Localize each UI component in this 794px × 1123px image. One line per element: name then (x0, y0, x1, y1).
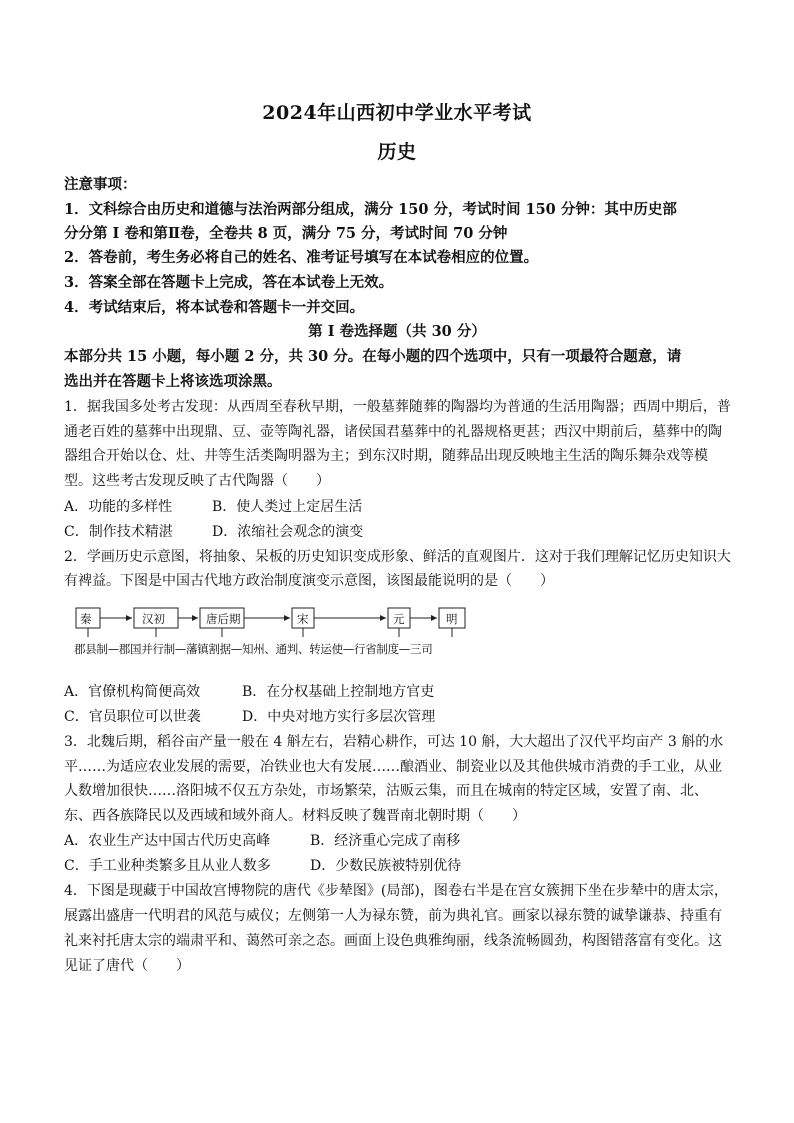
question-2-text: 2．学画历史示意图，将抽象、呆板的历史知识变成形象、鲜活的直观图片．这对于我们理解记忆历史知识大 (64, 549, 731, 565)
notice-item: 1．文科综合由历史和道德与法治两部分组成，满分 150 分，考试时间 150 分钟：其中历史部 (64, 201, 677, 218)
question-1-text: 通老百姓的墓葬中出现鼎、豆、壶等陶礼器，诸侯国君墓葬中的礼器规格更甚；西汉中期前后，墓葬中的陶 (64, 424, 722, 440)
q3-option-c: C．手工业种类繁多且从业人数多 (64, 858, 271, 874)
section-instructions: 选出并在答题卡上将该选项涂黑。 (64, 373, 282, 390)
arrow-head (431, 615, 437, 621)
q1-option-c: C．制作技术精湛 (64, 524, 173, 540)
q2-option-d: D．中央对地方实行多层次管理 (242, 709, 436, 725)
question-4-text: 见证了唐代（ ） (64, 958, 190, 974)
question-1-text: 型。这些考古发现反映了古代陶器（ ） (64, 473, 330, 489)
q1-option-a: A．功能的多样性 (64, 499, 173, 515)
q1-option-d: D．浓缩社会观念的演变 (212, 524, 364, 540)
question-3-text: 人数增加很快……洛阳城不仅五方杂处，市场繁荣，沽贩云集，而且在城南的特定区域，安置了南、北、 (64, 783, 708, 799)
question-1-text: 器组合开始以仓、灶、井等生活类陶明器为主；到东汉时期，随葬品出现反映地主生活的陶乐舞杂戏等模 (64, 448, 708, 464)
q3-option-d: D．少数民族被特别优待 (310, 858, 462, 874)
exam-title: 2024年山西初中学业水平考试 (262, 102, 532, 124)
q3-option-b: B．经济重心完成了南移 (310, 833, 461, 849)
stage-label: 宋 (297, 612, 309, 626)
stage-label: 元 (393, 612, 405, 626)
stage-label: 秦 (80, 612, 92, 626)
political-system-diagram (64, 601, 474, 661)
notice-item: 4．考试结束后，将本试卷和答题卡一并交回。 (64, 299, 365, 316)
q1-option-b: B．使人类过上定居生活 (212, 499, 363, 515)
question-4-text: 展露出盛唐一代明君的风范与威仪；左侧第一人为禄东赞，前为典礼官。画家以禄东赞的诚挚谦恭、持重有 (64, 908, 722, 924)
subject-title: 历史 (377, 141, 417, 163)
question-1-text: 1．据我国多处考古发现：从西周至春秋早期，一般墓葬随葬的陶器均为普通的生活用陶器；西周中期后，普 (64, 399, 731, 415)
question-3-text: 3．北魏后期，稻谷亩产量一般在 4 斛左右，岩精心耕作，可达 10 斛，大大超出了汉代平均亩产 3 斛的水 (64, 734, 724, 750)
arrow-head (126, 615, 132, 621)
section-instructions: 本部分共 15 小题，每小题 2 分，共 30 分。在每小题的四个选项中，只有一项最符合题意，请 (64, 348, 682, 365)
question-4-text: 4．下图是现藏于中国故宫博物院的唐代《步辇图》(局部)，图卷右半是在宫女簇拥下坐在步辇中的唐太宗， (64, 883, 728, 899)
q2-option-b: B．在分权基础上控制地方官吏 (242, 684, 435, 700)
notice-heading: 注意事项： (64, 176, 137, 193)
question-3-text: 平……为适应农业发展的需要，冶铁业也大有发展……酿酒业、制瓷业以及其他供城市消费的手工业，从业 (64, 759, 722, 775)
stage-label: 唐后期 (206, 612, 241, 626)
arrow-head (380, 615, 386, 621)
question-4-text: 礼来衬托唐太宗的端肃平和、蔼然可亲之态。画面上设色典雅绚丽，线条流畅圆劲，构图错落富有变化。这 (64, 933, 722, 949)
arrow-head (192, 615, 198, 621)
stage-label: 汉初 (142, 612, 165, 626)
stage-label: 明 (446, 612, 458, 626)
question-3-text: 东、西各族降民以及西域和域外商人。材料反映了魏晋南北朝时期（ ） (64, 808, 526, 824)
arrow-head (284, 615, 290, 621)
q2-option-c: C．官员职位可以世袭 (64, 709, 201, 725)
question-2-text: 有裨益。下图是中国古代地方政治制度演变示意图，该图最能说明的是（ ） (64, 573, 554, 589)
section-title: 第 I 卷选择题（共 30 分） (308, 323, 486, 340)
notice-item: 2．答卷前，考生务必将自己的姓名、准考证号填写在本试卷相应的位置。 (64, 249, 539, 266)
notice-item: 分分第 I 卷和第Ⅱ卷，全卷共 8 页，满分 75 分，考试时间 70 分钟 (64, 225, 508, 242)
notice-item: 3．答案全部在答题卡上完成，答在本试卷上无效。 (64, 274, 394, 291)
diagram-caption: 郡县制—郡国并行制—藩镇割据—知州、通判、转运使—行省制度—三司 (74, 642, 433, 656)
q2-option-a: A．官僚机构简便高效 (64, 684, 201, 700)
q3-option-a: A．农业生产达中国古代历史高峰 (64, 833, 271, 849)
